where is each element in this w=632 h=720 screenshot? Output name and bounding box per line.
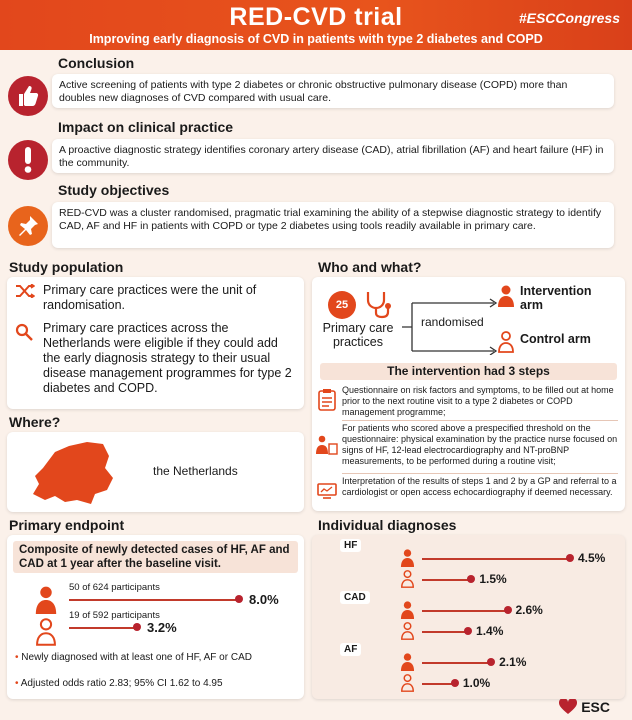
control-person-icon bbox=[498, 331, 514, 358]
diagnosis-control-bar bbox=[422, 579, 471, 581]
endpoint-box bbox=[7, 535, 304, 699]
diagnosis-control-marker bbox=[464, 627, 472, 635]
bullet-icon: • bbox=[15, 678, 19, 689]
diagnosis-intervention-marker bbox=[504, 606, 512, 614]
control-arm-label: Control arm bbox=[520, 332, 591, 346]
diagnosis-control-bar bbox=[422, 631, 468, 633]
conclusion-box bbox=[52, 74, 614, 108]
diagnosis-intervention-pct: 4.5% bbox=[578, 551, 606, 565]
magnifier-icon bbox=[15, 323, 33, 344]
population-item-2: Primary care practices across the Netherlands were eligible if they could add the early diagnosis strategy to their usual disease management programmes for type 2 diabetes and COPD. bbox=[43, 321, 292, 395]
diagnosis-control-marker bbox=[451, 679, 459, 687]
who-title: Who and what? bbox=[318, 259, 422, 275]
step-divider bbox=[342, 420, 618, 421]
endpoint-intervention-pct: 8.0% bbox=[249, 592, 279, 607]
intervention-arm-label: Intervention arm bbox=[520, 284, 592, 312]
where-box bbox=[7, 432, 304, 512]
endpoint-note-2: • Adjusted odds ratio 2.83; 95% CI 1.62 to 4.95 bbox=[15, 678, 223, 689]
endpoint-note-1: • Newly diagnosed with at least one of HF, AF or CAD bbox=[15, 652, 252, 663]
impact-box bbox=[52, 139, 614, 173]
control-person-icon bbox=[35, 618, 57, 651]
control-person-icon bbox=[400, 674, 415, 697]
diagnosis-intervention-bar bbox=[422, 610, 508, 612]
diagnosis-label: HF bbox=[340, 539, 361, 552]
step-divider bbox=[342, 473, 618, 474]
randomised-label: randomised bbox=[421, 315, 484, 329]
endpoint-control-label: 19 of 592 participants bbox=[69, 610, 160, 621]
control-person-icon bbox=[400, 570, 415, 593]
page-title: RED-CVD trial bbox=[229, 3, 403, 31]
endpoint-description: Composite of newly detected cases of HF, AF and CAD at 1 year after the baseline visit. bbox=[13, 541, 298, 573]
bullet-icon: • bbox=[15, 652, 19, 663]
diagnosis-control-pct: 1.4% bbox=[476, 624, 504, 638]
intervention-step-2: For patients who scored above a prespecified threshold on the questionnaire: physical examination by the practice nurse focused on signs of HF, 12-lead electrocardiography and NT-proBNP measurements, to be performed during a routine visit; bbox=[342, 423, 618, 466]
exclamation-icon bbox=[8, 140, 48, 180]
crossing-arrows-icon bbox=[15, 284, 35, 301]
intervention-person-icon bbox=[498, 285, 514, 312]
stethoscope-icon bbox=[362, 289, 392, 324]
intervention-step-3: Interpretation of the results of steps 1 and 2 by a GP and referral to a cardiologist or open access echocardiography if deemed necessary. bbox=[342, 476, 617, 497]
endpoint-control-pct: 3.2% bbox=[147, 620, 177, 635]
diagnosis-intervention-pct: 2.1% bbox=[499, 655, 527, 669]
endpoint-title: Primary endpoint bbox=[9, 517, 125, 533]
esc-logo: ESC bbox=[559, 699, 610, 715]
endpoint-intervention-bar bbox=[69, 599, 239, 601]
endpoint-intervention-marker bbox=[235, 595, 243, 603]
diagnosis-control-bar bbox=[422, 683, 455, 685]
endpoint-control-bar bbox=[69, 627, 137, 629]
where-title: Where? bbox=[9, 414, 61, 430]
diagnosis-control-pct: 1.5% bbox=[479, 572, 507, 586]
nurse-exam-icon bbox=[316, 435, 338, 460]
diagnosis-intervention-pct: 2.6% bbox=[515, 603, 543, 617]
netherlands-map-icon bbox=[25, 438, 125, 511]
diagnosis-label: AF bbox=[340, 643, 361, 656]
diagnosis-intervention-bar bbox=[422, 558, 570, 560]
diagnoses-title: Individual diagnoses bbox=[318, 517, 457, 533]
intervention-step-1: Questionnaire on risk factors and symptoms, to be filled out at home prior to the next routine visit to a type 2 diabetes or COPD management programme; bbox=[342, 385, 614, 417]
impact-text: A proactive diagnostic strategy identifies coronary artery disease (CAD), atrial fibrillation (AF) and heart failure (HF) in the community. bbox=[59, 144, 604, 169]
population-box bbox=[7, 277, 304, 409]
heart-icon bbox=[559, 699, 577, 715]
computer-referral-icon bbox=[317, 483, 337, 504]
intervention-person-icon bbox=[400, 601, 415, 624]
page-subtitle: Improving early diagnosis of CVD in patients with type 2 diabetes and COPD bbox=[89, 32, 543, 46]
diagnoses-box bbox=[312, 535, 625, 699]
pushpin-icon bbox=[8, 206, 48, 246]
who-box bbox=[312, 277, 625, 511]
diagnosis-label: CAD bbox=[340, 591, 370, 604]
practices-label: Primary care practices bbox=[322, 321, 394, 349]
diagnosis-intervention-bar bbox=[422, 662, 491, 664]
intervention-person-icon bbox=[35, 586, 57, 619]
impact-title: Impact on clinical practice bbox=[58, 119, 234, 135]
steps-title: The intervention had 3 steps bbox=[320, 363, 617, 380]
conclusion-text: Active screening of patients with type 2 diabetes or chronic obstructive pulmonary disease (COPD) more than doubles new diagnoses of CVD compared with usual care. bbox=[59, 79, 568, 104]
questionnaire-icon bbox=[318, 389, 336, 416]
endpoint-control-marker bbox=[133, 623, 141, 631]
where-country: the Netherlands bbox=[153, 464, 238, 478]
diagnosis-control-marker bbox=[467, 575, 475, 583]
practice-count-badge: 25 bbox=[328, 291, 356, 319]
objectives-text: RED-CVD was a cluster randomised, pragmatic trial examining the ability of a stepwise diagnostic strategy to identify CAD, AF and HF in patients with COPD or type 2 diabetes using tools readily available in primary care. bbox=[59, 207, 602, 232]
diagnosis-control-pct: 1.0% bbox=[462, 676, 491, 690]
intervention-person-icon bbox=[400, 549, 415, 572]
header-banner bbox=[0, 0, 632, 50]
intervention-person-icon bbox=[400, 653, 415, 676]
endpoint-intervention-label: 50 of 624 participants bbox=[69, 582, 160, 593]
conclusion-title: Conclusion bbox=[58, 55, 135, 71]
population-item-1: Primary care practices were the unit of randomisation. bbox=[43, 283, 257, 312]
control-person-icon bbox=[400, 622, 415, 645]
objectives-title: Study objectives bbox=[58, 182, 170, 198]
thumbs-up-icon bbox=[8, 76, 48, 116]
diagnosis-intervention-marker bbox=[566, 554, 574, 562]
objectives-box bbox=[52, 202, 614, 248]
population-title: Study population bbox=[9, 259, 124, 275]
hashtag: #ESCCongress bbox=[518, 10, 620, 26]
diagnosis-intervention-marker bbox=[487, 658, 495, 666]
